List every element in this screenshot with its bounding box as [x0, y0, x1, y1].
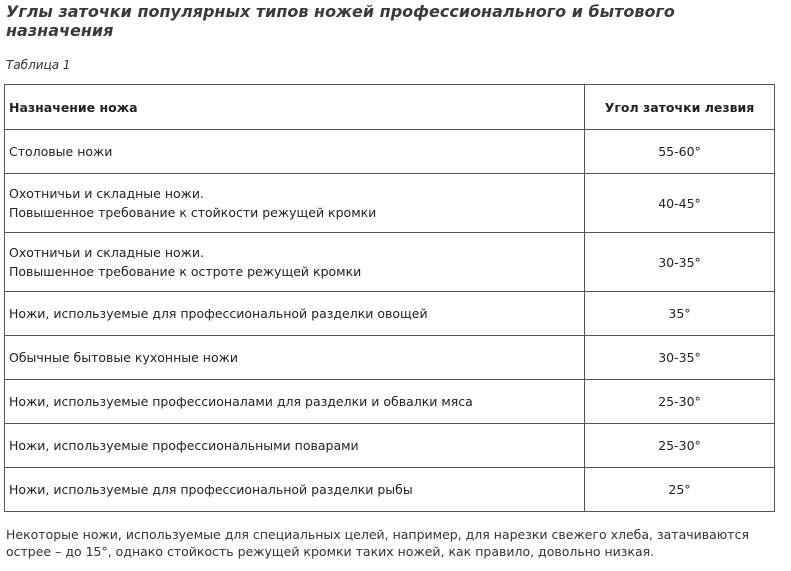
table-row: [5, 174, 775, 233]
knife-purpose-cell: [5, 468, 585, 512]
table-row: [5, 292, 775, 336]
knife-purpose-line: Ножи, используемые для профессиональной разделки рыбы: [9, 482, 413, 497]
table-header-row: [5, 85, 775, 130]
knife-purpose-line: Столовые ножи: [9, 144, 113, 159]
knife-purpose-cell: [5, 233, 585, 292]
knife-purpose-line: Охотничьи и складные ножи.: [9, 186, 205, 201]
knife-purpose-cell: [5, 174, 585, 233]
table-row: [5, 336, 775, 380]
knife-purpose-line: Охотничьи и складные ножи.: [9, 245, 205, 260]
column-header-angle: Угол заточки лезвия: [585, 85, 775, 130]
knife-purpose-line: Ножи, используемые для профессиональной разделки овощей: [9, 306, 428, 321]
table-row: [5, 380, 775, 424]
table-row: [5, 130, 775, 174]
knife-purpose-line: Ножи, используемые профессионалами для разделки и обвалки мяса: [9, 394, 473, 409]
knife-purpose-line: Ножи, используемые профессиональными поварами: [9, 438, 359, 453]
table-caption: Таблица 1: [6, 58, 71, 72]
angle-cell: 55-60°: [585, 130, 775, 174]
angle-cell: 25-30°: [585, 424, 775, 468]
knife-purpose-cell: [5, 424, 585, 468]
angle-cell: 25°: [585, 468, 775, 512]
table-row: [5, 468, 775, 512]
footnote-text: Некоторые ножи, используемые для специальных целей, например, для нарезки свежего хлеба, затачиваются острее – до 15°, однако стойкость режущей кромки таких ножей, как правило, довольно низкая.: [6, 527, 749, 559]
angle-cell: 30-35°: [585, 336, 775, 380]
column-header-purpose: Назначение ножа: [5, 85, 585, 130]
knife-purpose-line: Повышенное требование к стойкости режущей кромки: [9, 205, 377, 220]
table-row: [5, 233, 775, 292]
angle-cell: 30-35°: [585, 233, 775, 292]
knife-purpose-cell: [5, 380, 585, 424]
sharpening-angles-table: [4, 84, 775, 512]
knife-purpose-cell: [5, 292, 585, 336]
angle-cell: 35°: [585, 292, 775, 336]
knife-purpose-cell: [5, 336, 585, 380]
page-title: Углы заточки популярных типов ножей профессионального и бытового назначения: [6, 2, 675, 40]
knife-purpose-line: Повышенное требование к остроте режущей кромки: [9, 264, 362, 279]
angle-cell: 40-45°: [585, 174, 775, 233]
knife-purpose-line: Обычные бытовые кухонные ножи: [9, 350, 238, 365]
angle-cell: 25-30°: [585, 380, 775, 424]
knife-purpose-cell: [5, 130, 585, 174]
table-row: [5, 424, 775, 468]
